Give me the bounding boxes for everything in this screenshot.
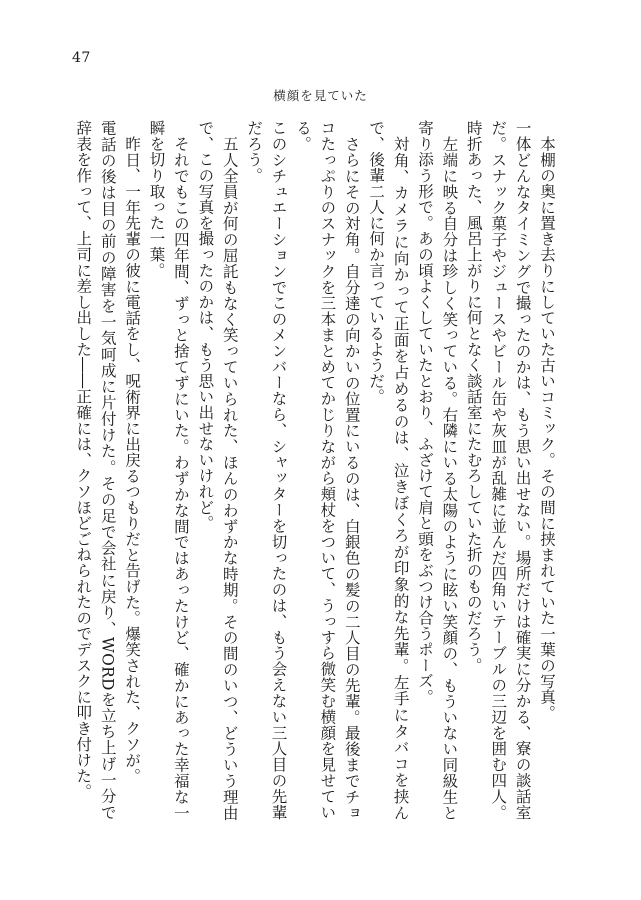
paragraph: さらにその対角。自分達の向かいの位置にいるのは、白銀色の髪の二人目の先輩。最後までチョコたっぷりのスナックを三本まとめてかじりながら頬杖をついて、うっすら微笑む横顔を見せている。 bbox=[293, 120, 361, 820]
paragraph: 対角、カメラに向かって正面を占めるのは、泣きぼくろが印象的な先輩。左手にタバコを挟んで、後輩二人に何か言っているようだ。 bbox=[367, 120, 410, 820]
body-text bbox=[59, 120, 559, 820]
running-head: 横顔を見ていた bbox=[273, 88, 368, 103]
paragraph: それでもこの四年間、ずっと捨てずにいた。わずかな間ではあったけど、確かにあった幸福な一瞬を切り取った一葉。 bbox=[147, 120, 190, 820]
paragraph: 一体どんなタイミングで撮ったのかは、もう思い出せない。場所だけは確実に分かる、寮の談話室だ。スナック菓子やジュースやビール缶や灰皿が乱雑に並んだ四角いテーブルの三辺を囲む四人。時折あった、風呂上がりに何となく談話室にたむろしていた折のものだろう。 bbox=[464, 120, 532, 820]
paragraph: 電話の後は目の前の障害を一気呵成に片付けた。その足で会社に戻り、WORDを立ち上げ一分で辞表を作って、上司に差し出した――正確には、クソほどごねられたのでデスクに叩き付けた。 bbox=[74, 120, 117, 820]
paragraph: このシチュエーションでこのメンバーなら、シャッターを切ったのは、もう会えない三人目の先輩だろう。 bbox=[245, 120, 288, 820]
paragraph: 本棚の奥に置き去りにしていた古いコミック。その間に挟まれていた一葉の写真。 bbox=[538, 135, 556, 721]
paragraph: 昨日、一年先輩の彼に電話をし、呪術界に出戻るつもりだと告げた。爆笑された、クソが。 bbox=[123, 135, 142, 784]
page-number: 47 bbox=[72, 50, 91, 66]
paragraph: 五人全員が何の屈託もなく笑っていられた、ほんのわずかな時期。その間のいつ、どういう理由で、この写真を撮ったのかは、もう思い出せないけれど。 bbox=[196, 120, 239, 820]
paragraph: 左端に映る自分は珍しく笑っている。右隣にいる太陽のように眩い笑顔の、もういない同級生と寄り添う形で。あの頃よくしていたとおり、ふざけて肩と頭をぶつけ合うポーズ。 bbox=[415, 120, 459, 820]
